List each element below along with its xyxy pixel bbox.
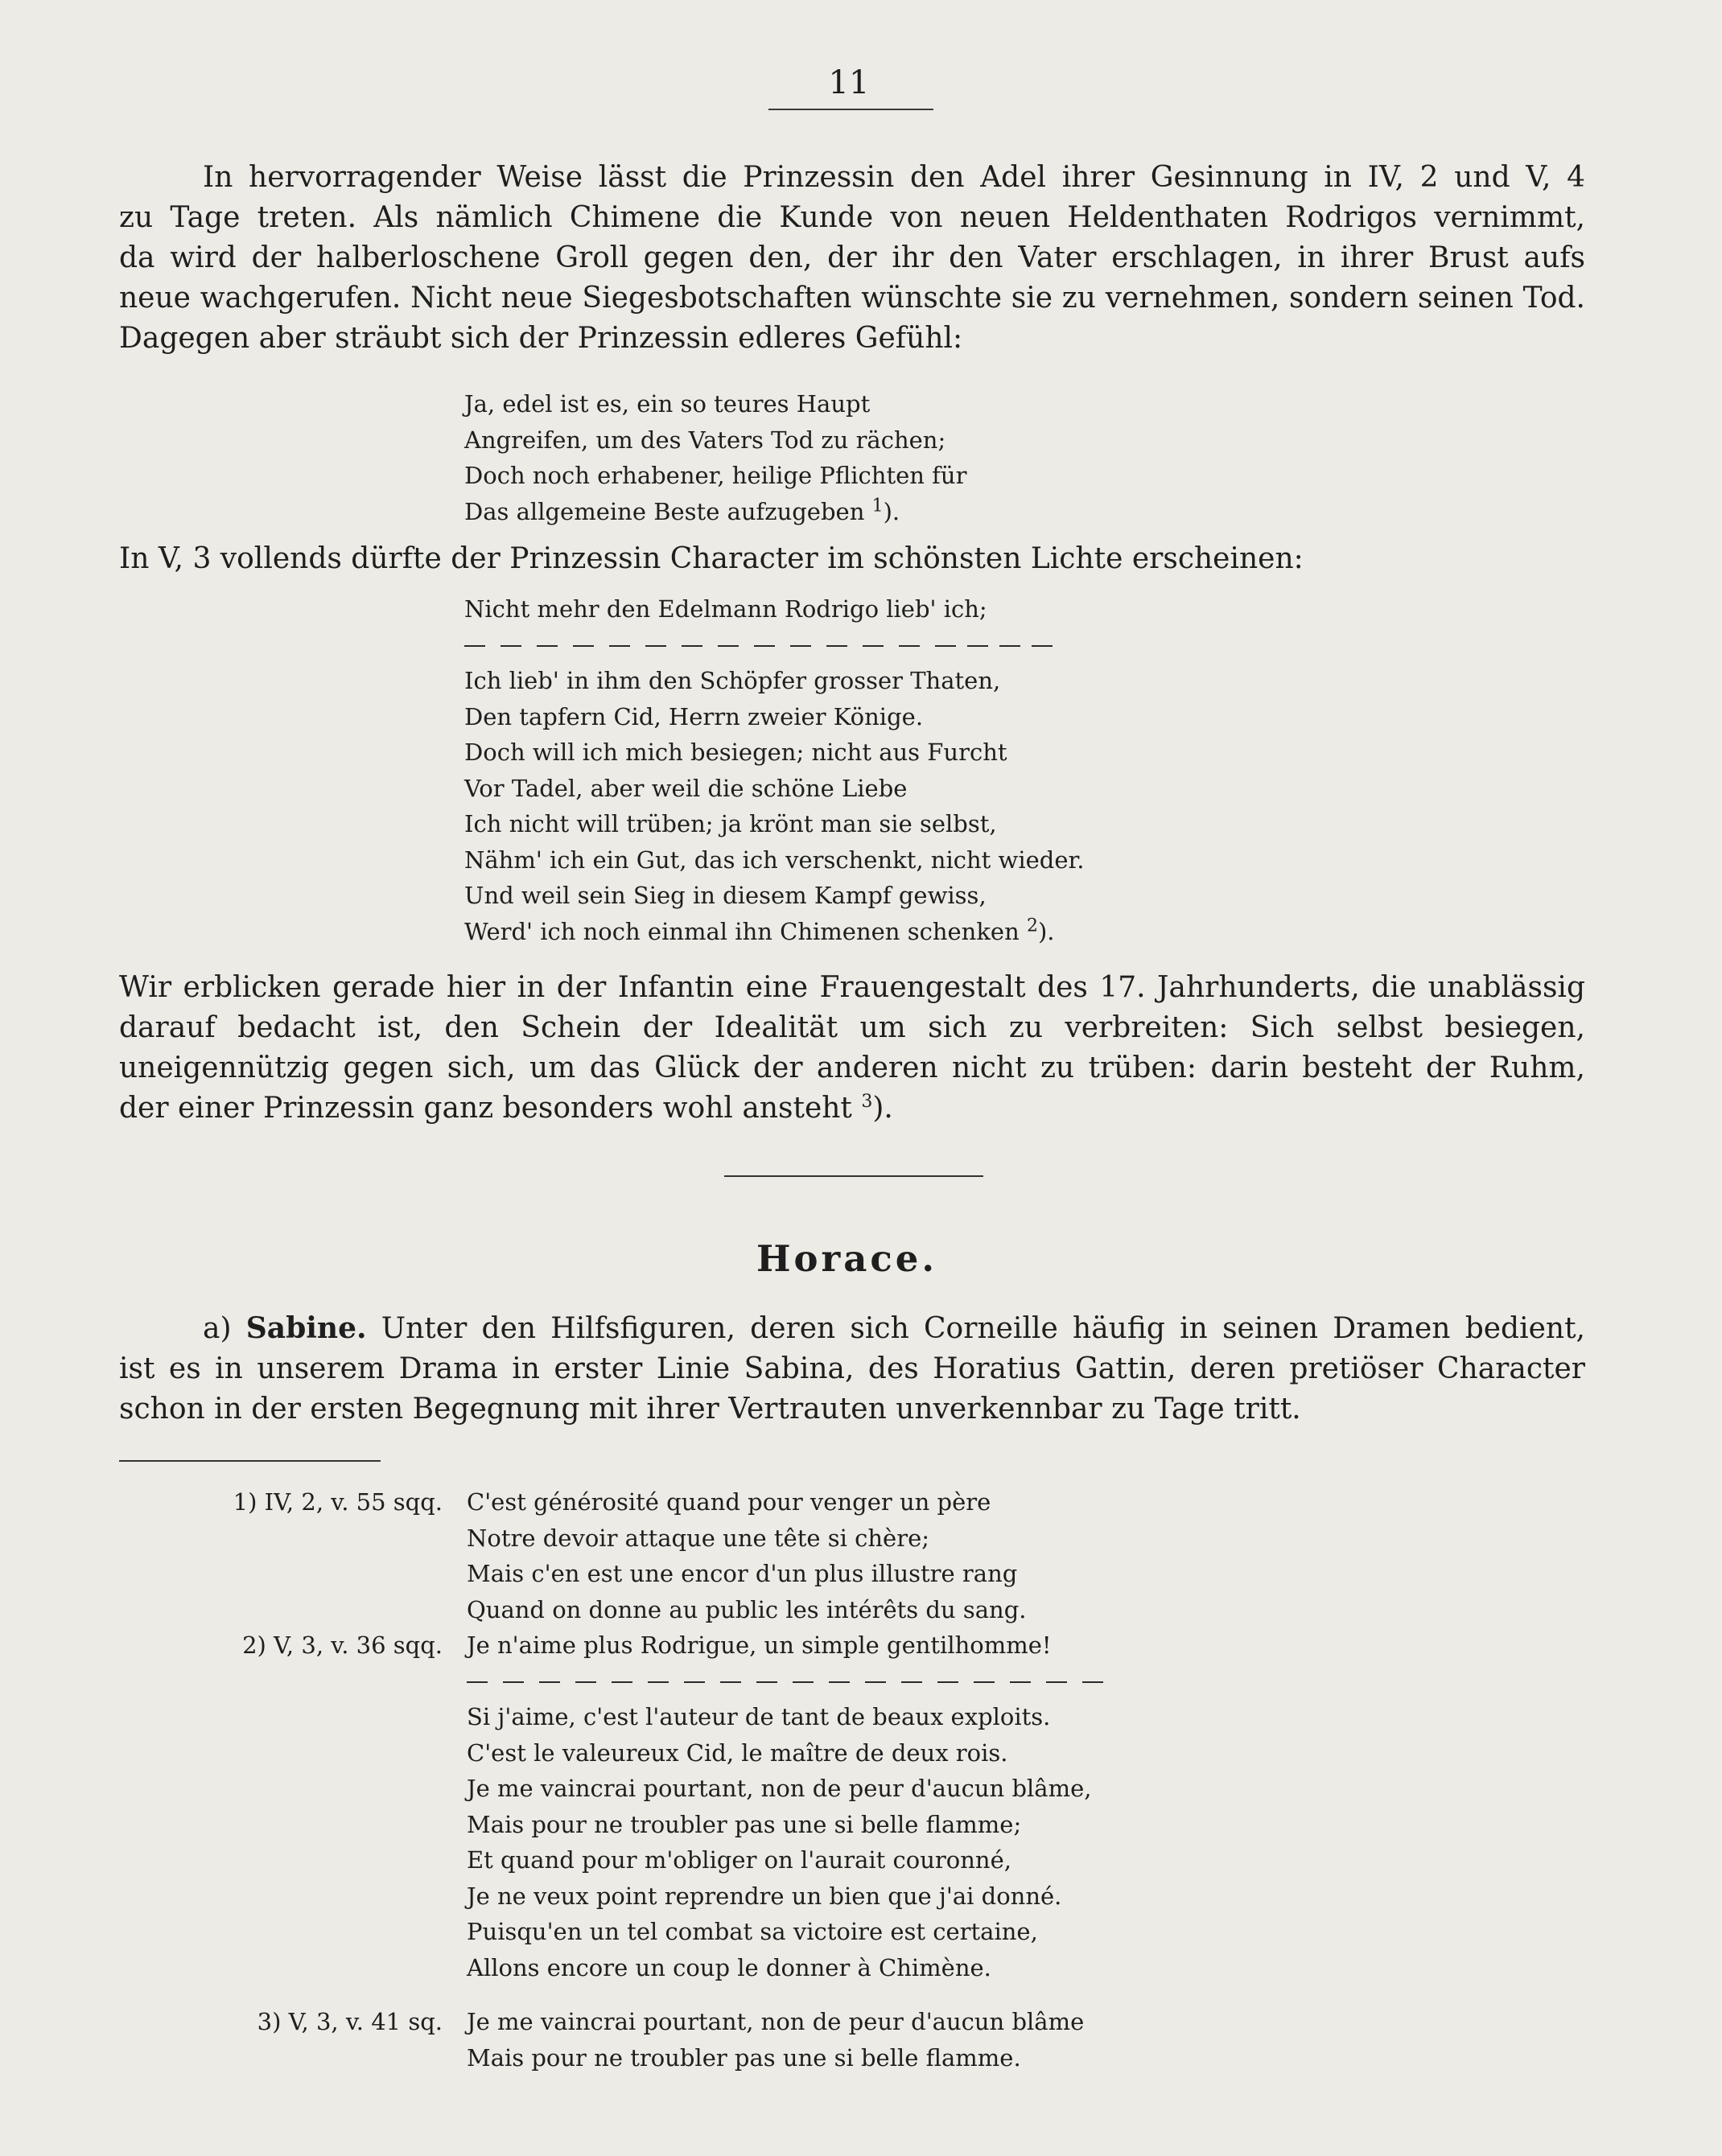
text-line: In V, 3 vollends dürfte der Prinzessin Character im schönsten Lichte erscheinen: [119,542,1304,575]
footnote-ref-2: 2 [1026,915,1038,936]
text-line: neue wachgerufen. Nicht neue Siegesbotschaften wünschte sie zu vernehmen, sondern seinen Tod. [119,282,1585,315]
footnote-2-label: 2) V, 3, v. 36 sqq. [242,1631,443,1659]
verse-text: Werd' ich noch einmal ihn Chimenen schenken [464,917,1020,945]
verse-line: C'est générosité quand pour venger un père [467,1488,991,1516]
verse-line: Ja, edel ist es, ein so teures Haupt [464,390,871,418]
text-line: zu Tage treten. Als nämlich Chimene die Kunde von neuen Heldenthaten Rodrigos vernimmt, [119,201,1585,234]
verse-line: Notre devoir attaque une tête si chère; [467,1524,930,1552]
paragraph-3 [119,968,1585,1129]
paragraph-1 [119,158,1585,359]
text-line [119,1308,1585,1349]
verse-line: Und weil sein Sieg in diesem Kampf gewiss, [464,882,987,909]
verse-line: Den tapfern Cid, Herrn zweier Könige. [464,702,924,730]
verse-line: Mais pour ne troubler pas une si belle flamme. [467,2043,1021,2072]
text-line: In hervorragender Weise lässt die Prinzessin den Adel ihrer Gesinnung in IV, 2 und V, 4 [203,161,1585,194]
verse-line: Puisqu'en un tel combat sa victoire est certaine, [467,1918,1038,1945]
subsection-heading: Sabine. [245,1311,367,1345]
text: Unter den Hilfsfiguren, deren sich Corneille häufig in seinen Dramen bedient, [366,1312,1585,1345]
text-line: darauf bedacht ist, den Schein der Idealität um sich zu verbreiten: Sich selbst besiegen, [119,1011,1585,1044]
verse-quote-1 [464,386,1189,529]
verse-line: Nicht mehr den Edelmann Rodrigo lieb' ich; [464,595,987,623]
section-title: Horace. [756,1237,938,1280]
text-line: Wir erblicken gerade hier in der Infantin eine Frauengestalt des 17. Jahrhunderts, die unablässig [119,971,1585,1004]
footnote-3-label: 3) V, 3, v. 41 sq. [257,2008,443,2035]
verse-close: ). [1037,917,1055,945]
verse-line: Je me vaincrai pourtant, non de peur d'aucun blâme [467,2008,1085,2035]
text-line: ist es in unserem Drama in erster Linie Sabina, des Horatius Gattin, deren pretiöser Character [119,1352,1585,1385]
verse-line: Je ne veux point reprendre un bien que j'ai donné. [467,1882,1062,1910]
verse-line: Mais c'en est une encor d'un plus illustre rang [467,1560,1018,1587]
footnote-ref-3: 3 [861,1092,873,1112]
item-label: a) [203,1312,246,1345]
verse-text: Das allgemeine Beste aufzugeben [464,497,865,525]
page-number: 11 [828,64,870,101]
footnote-ref-1: 1 [871,495,884,516]
footnote-2 [467,1627,1271,1985]
text-line: da wird der halberloschene Groll gegen den, der ihr den Vater erschlagen, in ihrer Brust aufs [119,241,1585,274]
verse-line: Doch noch erhabener, heilige Pflichten für [464,462,967,489]
footnote-3 [467,2004,1271,2076]
text-line: Dagegen aber sträubt sich der Prinzessin edleres Gefühl: [119,322,963,355]
verse-line: Si j'aime, c'est l'auteur de tant de beaux exploits. [467,1703,1051,1730]
verse-line: Mais pour ne troubler pas une si belle flamme; [467,1810,1022,1838]
verse-line: Allons encore un coup le donner à Chimène. [467,1953,991,1981]
text-line [119,1088,1585,1129]
omission-dashes [467,1664,1271,1700]
verse-line: Doch will ich mich besiegen; nicht aus Furcht [464,739,1007,766]
omission-dashes [464,627,1189,664]
verse-line: Et quand pour m'obliger on l'aurait couronné, [467,1846,1011,1874]
verse-line: C'est le valeureux Cid, le maître de deux rois. [467,1738,1008,1767]
verse-close: ). [883,497,900,525]
footnote-1 [467,1484,1271,1627]
verse-line: Je me vaincrai pourtant, non de peur d'aucun blâme, [467,1775,1092,1802]
verse-line: Nähm' ich ein Gut, das ich verschenkt, nicht wieder. [464,846,1085,874]
verse-line: Angreifen, um des Vaters Tod zu rächen; [464,426,946,454]
verse-line: Quand on donne au public les intérêts du sang. [467,1595,1027,1623]
verse-line: Je n'aime plus Rodrigue, un simple gentilhomme! [467,1631,1052,1659]
text-line: schon in der ersten Begegnung mit ihrer Vertrauten unverkennbar zu Tage tritt. [119,1393,1301,1426]
text-line: uneigennützig gegen sich, um das Glück der anderen nicht zu trüben: darin besteht der Ruhm, [119,1051,1585,1084]
page-number-rule [768,109,933,110]
section-divider [724,1175,983,1177]
paragraph-4 [119,1308,1585,1430]
verse-line: Vor Tadel, aber weil die schöne Liebe [464,774,908,802]
text: ). [872,1092,893,1125]
verse-line [464,914,1189,950]
paragraph-2 [119,539,1585,579]
verse-line: Ich lieb' in ihm den Schöpfer grosser Thaten, [464,667,1001,694]
footnote-1-label: 1) IV, 2, v. 55 sqq. [233,1488,443,1516]
verse-line [464,494,1189,530]
verse-line: Ich nicht will trüben; ja krönt man sie selbst, [464,810,997,837]
text: der einer Prinzessin ganz besonders wohl ansteht [119,1092,852,1125]
footnote-divider [119,1460,381,1462]
verse-quote-2 [464,591,1189,949]
